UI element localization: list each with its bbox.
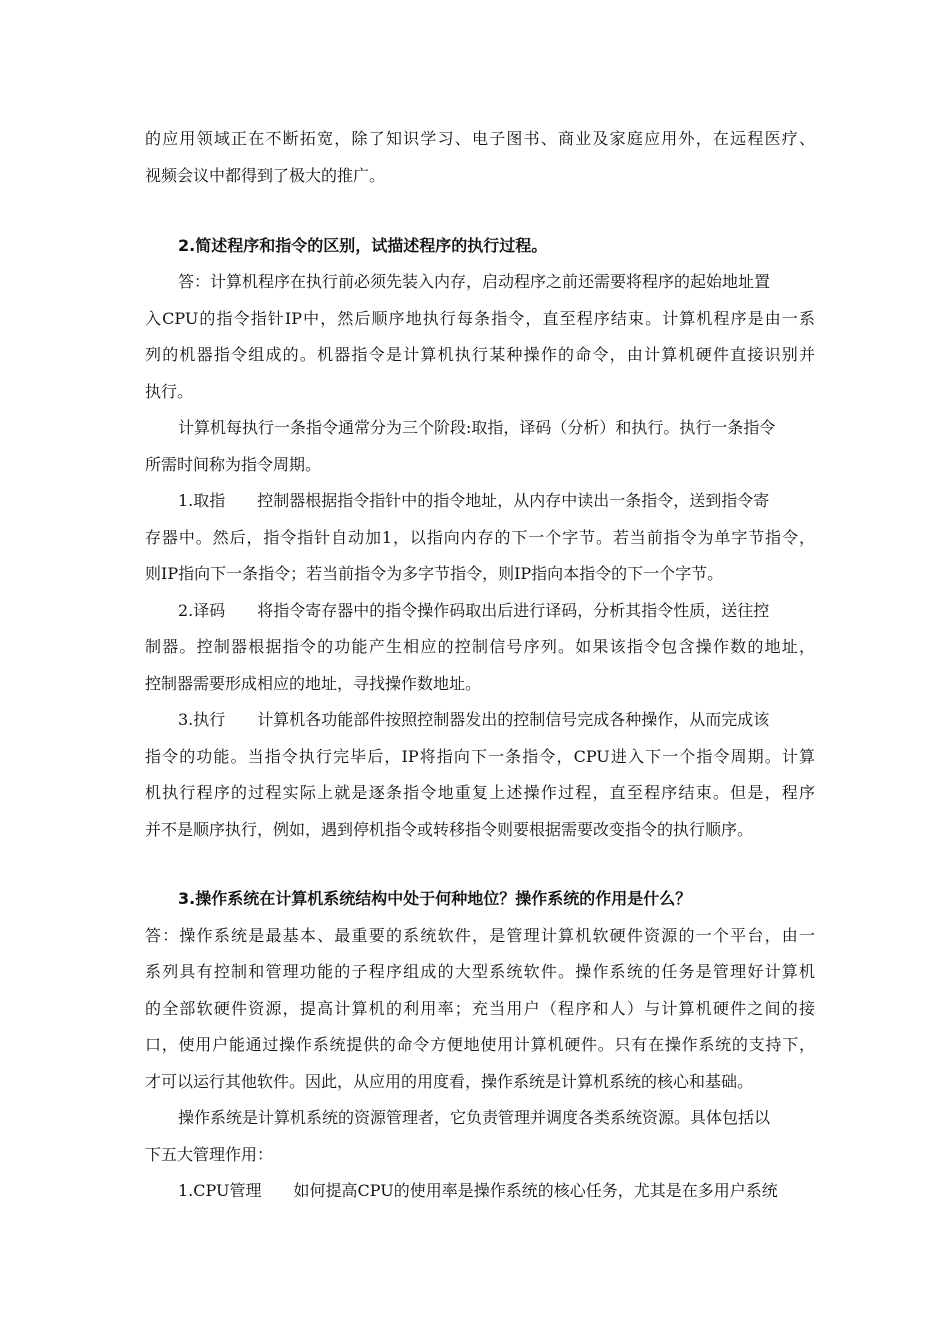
answer-line: 操作系统是计算机系统的资源管理者，它负责管理并调度各类系统资源。具体包括以 xyxy=(178,1108,771,1127)
step-text: 如何提高CPU的使用率是操作系统的核心任务，尤其是在多用户系统 xyxy=(293,1181,778,1200)
answer-line: 机执行程序的过程实际上就是逐条指令地重复上述操作过程，直至程序结束。但是，程序 xyxy=(145,783,815,802)
question-heading: 2.简述程序和指令的区别，试描述程序的执行过程。 xyxy=(178,236,548,255)
step-line xyxy=(178,709,848,731)
step-line xyxy=(178,600,848,622)
answer-line: 计算机每执行一条指令通常分为三个阶段:取指，译码（分析）和执行。执行一条指令 xyxy=(178,418,776,437)
answer-line: 口，使用户能通过操作系统提供的命令方便地使用计算机硬件。只有在操作系统的支持下， xyxy=(145,1035,815,1054)
question-heading: 3.操作系统在计算机系统结构中处于何种地位？操作系统的作用是什么？ xyxy=(178,889,692,908)
answer-line: 答：操作系统是最基本、最重要的系统软件，是管理计算机软硬件资源的一个平台，由一 xyxy=(145,926,815,945)
answer-line: 才可以运行其他软件。因此，从应用的用度看，操作系统是计算机系统的核心和基础。 xyxy=(145,1072,754,1091)
step-line xyxy=(178,1180,848,1202)
answer-line: 指令的功能。当指令执行完毕后，IP将指向下一条指令，CPU进入下一个指令周期。计算 xyxy=(145,747,815,766)
answer-line: 答：计算机程序在执行前必须先装入内存，启动程序之前还需要将程序的起始地址置 xyxy=(178,272,771,291)
answer-line: 则IP指向下一条指令；若当前指令为多字节指令，则IP指向本指令的下一个字节。 xyxy=(145,564,724,583)
answer-line: 入CPU的指令指针IP中，然后顺序地执行每条指令，直至程序结束。计算机程序是由一系 xyxy=(145,309,815,328)
step-text: 控制器根据指令指针中的指令地址，从内存中读出一条指令，送到指令寄 xyxy=(257,491,770,510)
answer-line: 下五大管理作用： xyxy=(145,1145,274,1164)
answer-line: 存器中。然后，指令指针自动加1，以指向内存的下一个字节。若当前指令为单字节指令， xyxy=(145,528,815,547)
answer-line: 制器。控制器根据指令的功能产生相应的控制信号序列。如果该指令包含操作数的地址， xyxy=(145,637,815,656)
paragraph-line: 视频会议中都得到了极大的推广。 xyxy=(145,166,386,185)
answer-line: 执行。 xyxy=(145,382,194,401)
answer-line: 列的机器指令组成的。机器指令是计算机执行某种操作的命令，由计算机硬件直接识别并 xyxy=(145,345,815,364)
step-label: 2.译码 xyxy=(178,601,226,620)
step-label: 1.取指 xyxy=(178,491,226,510)
step-label: 1.CPU管理 xyxy=(178,1181,262,1200)
step-line xyxy=(178,490,848,512)
step-text: 计算机各功能部件按照控制器发出的控制信号完成各种操作，从而完成该 xyxy=(257,710,770,729)
step-text: 将指令寄存器中的指令操作码取出后进行译码，分析其指令性质，送往控 xyxy=(257,601,770,620)
answer-line: 系列具有控制和管理功能的子程序组成的大型系统软件。操作系统的任务是管理好计算机 xyxy=(145,962,815,981)
answer-line: 的全部软硬件资源，提高计算机的利用率；充当用户（程序和人）与计算机硬件之间的接 xyxy=(145,999,815,1018)
step-label: 3.执行 xyxy=(178,710,226,729)
answer-line: 控制器需要形成相应的地址，寻找操作数地址。 xyxy=(145,674,482,693)
paragraph-line: 的应用领域正在不断拓宽，除了知识学习、电子图书、商业及家庭应用外，在远程医疗、 xyxy=(145,129,815,148)
answer-line: 所需时间称为指令周期。 xyxy=(145,455,322,474)
answer-line: 并不是顺序执行，例如，遇到停机指令或转移指令则要根据需要改变指令的执行顺序。 xyxy=(145,820,754,839)
